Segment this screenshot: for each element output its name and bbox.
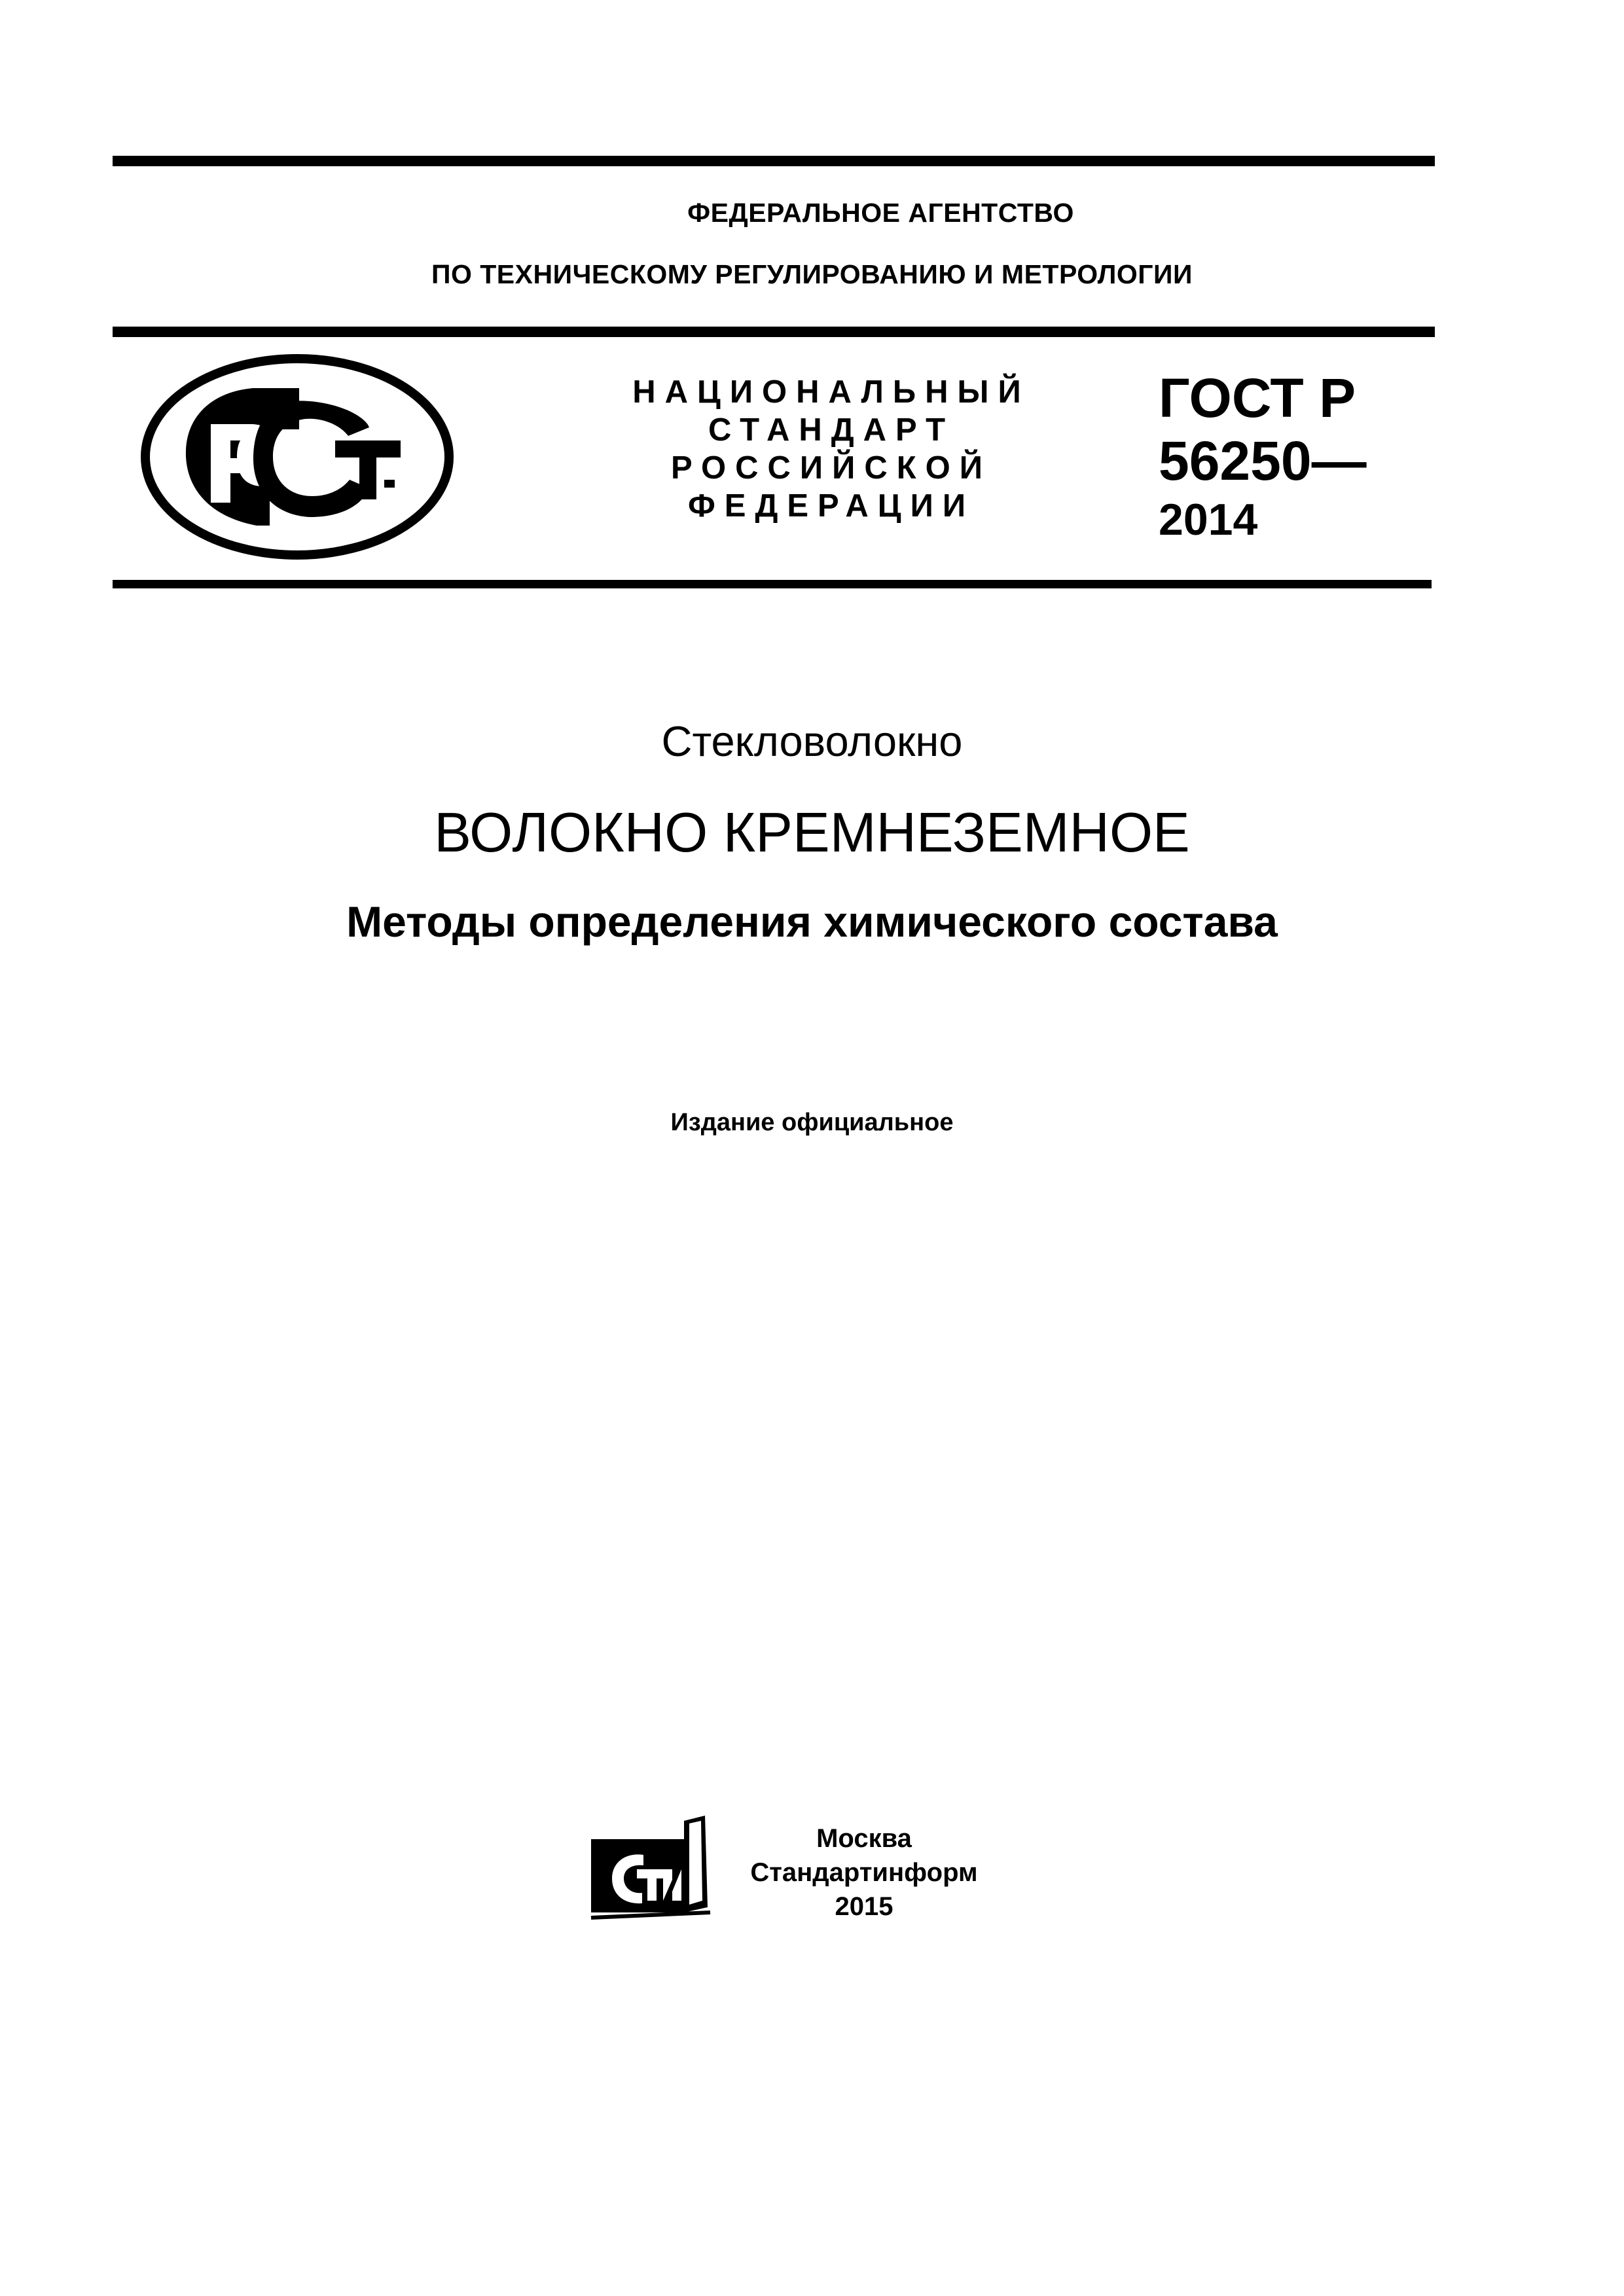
standard-designation (1159, 367, 1367, 547)
standard-type-line-4: ФЕДЕРАЦИИ (687, 488, 975, 524)
header-bottom-rule (113, 580, 1432, 588)
agency-name-line-1: ФЕДЕРАЛЬНОЕ АГЕНТСТВО (687, 198, 1074, 228)
publisher-block (727, 1821, 1001, 1924)
document-group-title: Стекловолокно (661, 717, 963, 765)
standard-type-line-2: СТАНДАРТ (708, 412, 955, 448)
agency-name-line-2: ПО ТЕХНИЧЕСКОМУ РЕГУЛИРОВАНИЮ И МЕТРОЛОГИИ (431, 259, 1193, 289)
header-middle-rule (113, 327, 1435, 337)
publisher-name: Стандартинформ (750, 1858, 978, 1887)
publication-year: 2015 (835, 1892, 893, 1921)
standard-type-line-3: РОССИЙСКОЙ (671, 450, 992, 486)
document-main-title: ВОЛОКНО КРЕМНЕЗЕМНОЕ (434, 802, 1190, 864)
rst-logo (139, 352, 456, 562)
designation-prefix: ГОСТ Р (1159, 367, 1356, 429)
standard-type-line-1: НАЦИОНАЛЬНЫЙ (632, 374, 1030, 410)
publisher-city: Москва (816, 1824, 912, 1853)
designation-year: 2014 (1159, 495, 1258, 545)
edition-label: Издание официальное (670, 1109, 954, 1136)
standard-type-block (576, 373, 1087, 525)
header-top-rule (113, 156, 1435, 166)
document-subtitle: Методы определения химического состава (346, 897, 1278, 946)
standartinform-logo (586, 1814, 714, 1926)
designation-number: 56250— (1159, 430, 1367, 492)
